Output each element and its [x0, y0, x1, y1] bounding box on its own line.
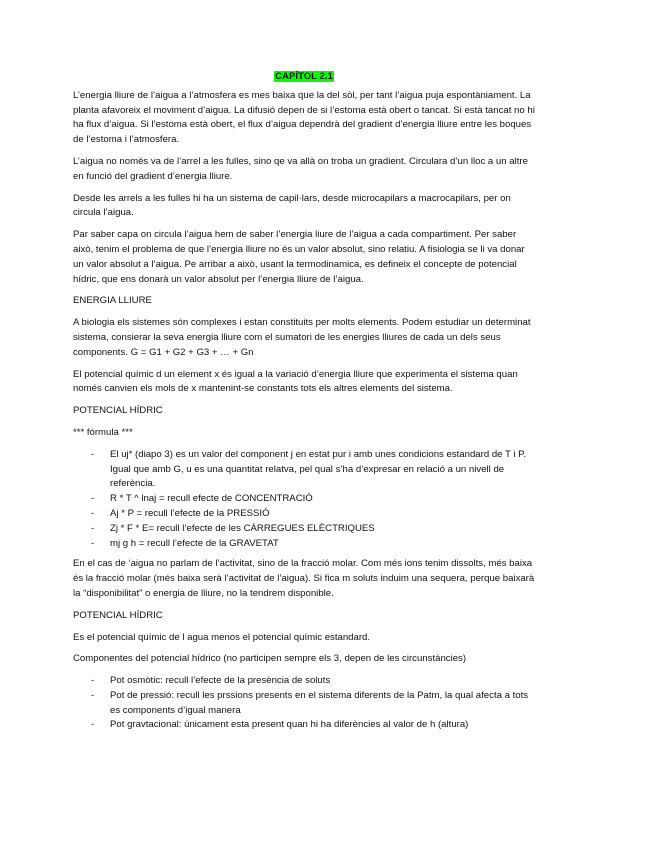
list-item-text: Zj * F * E= recull l’efecte de les CÀRREGUES ELÈCTRIQUES: [110, 522, 375, 534]
list-item: [73, 718, 535, 733]
list-item: [73, 537, 535, 552]
paragraph: L’aigua no només va de l’arrel a les fulles, sino qe va allà on troba un gradient. Circulara d’un lloc a un altre en funció del gradient d’energia lliure.: [73, 155, 528, 182]
bullet-dash: -: [91, 675, 95, 687]
paragraph: Componentes del potencial hídrico (no participen sempre els 3, depen de les circunstàncies): [73, 653, 467, 665]
list-item: [73, 674, 535, 689]
chapter-title: CAPÍTOL 2.1: [275, 71, 333, 82]
list-item-text: Pot osmòtic: recull l’efecte de la presència de soluts: [110, 675, 331, 687]
list-item-text: mj g h = recull l’efecte de la GRAVETAT: [110, 537, 279, 549]
list-item: [73, 507, 535, 522]
bullet-dash: -: [91, 507, 95, 519]
bullet-list: [73, 674, 535, 733]
paragraph: El potencial químic d un element x és igual a la variació d’energia lliure que experimenta el sistema quan només canvien els mols de x mantenint-se constants tots els altres elements del sistema.: [73, 368, 518, 395]
paragraph: Par saber capa on circula l’aigua hem de saber l’energia liure de l’aigua a cada compartiment. Per saber això, tenim el problema de que l’energia lliure no és un valor absolut, sino relatiu. A fisiologia se li va donar un valor absolut a l’aigua. Pe arribar a això, usant la termodinamica, es defineix el concepte de potencial hídric, que ens donarà un valor absolut per l’energia lliure de l’aigua.: [73, 229, 525, 285]
paragraph: L’energia lliure de l’aigua a l’atmosfera es mes baixa que la del sòl, per tant l’aigua puja espontàniament. La planta afavoreix el moviment d’aigua. La difusió depen de si l’estoma està obert o tancat. Si està tancat no hi ha flux d’aigua. Si l’estoma està obert, el flux d’aigua dependrà del gradient d’energia lliure entre les boques de l’estoma i l’atmosfera.: [73, 89, 535, 146]
section-heading-energia: ENERGIA LLIURE: [73, 295, 152, 307]
list-item: [73, 522, 535, 537]
section-heading-potencial: POTENCIAL HÍDRIC: [73, 405, 163, 417]
paragraph: Es el potencial químic de l agua menos el potencial químic estandard.: [73, 631, 371, 643]
bullet-dash: -: [91, 493, 95, 505]
list-item: [73, 689, 535, 719]
list-item: [73, 492, 535, 507]
list-item-text: R * T ^ lnaj = recull efecte de CONCENTRACIÓ: [110, 493, 313, 505]
bullet-dash: -: [91, 448, 95, 460]
bullet-dash: -: [91, 522, 95, 534]
bullet-dash: -: [91, 719, 95, 731]
section-heading-potencial-2: POTENCIAL HÍDRIC: [73, 609, 163, 621]
list-item-text: Pot de pressió: recull les prssions presents en el sistema diferents de la Patm, la qual afecta a tots es components d’igual manera: [110, 689, 529, 716]
bullet-dash: -: [91, 537, 95, 549]
paragraph: En el cas de ‘aigua no parlam de l’activitat, sino de la fracció molar. Com més ions tenim dissolts, més baixa és la fracció molar (més baixa serà l’activitat de l’aigua). Si fica m soluts induim una sequera, perque baixarà la “disponibilitat” o energia de lliure, no la tendrem disponible.: [73, 558, 535, 599]
paragraph: A biologia els sistemes són complexes i estan constituits per molts elements. Podem estudiar un determinat sistema, consierar la seva energia lliure com el sumatori de les energies lliures de cada un dels seus components. G = G1 + G2 + G3 + … + Gn: [73, 317, 531, 358]
document-page: [73, 70, 535, 739]
bullet-list: [73, 448, 535, 552]
list-item-text: Pot gravtacional: únicament esta present quan hi ha diferències al valor de h (altura): [110, 719, 469, 731]
paragraph: Desde les arrels a les fulles hi ha un sistema de capil·lars, desde microcapilars a macrocapilars, per on circula l’aigua.: [73, 192, 511, 219]
bullet-dash: -: [91, 689, 95, 701]
list-item-text: El uj* (diapo 3) es un valor del component j en estat pur i amb unes condicions estandard de T i P. Igual que amb G, u es una quantitat relatva, pel qual s’ha d’expresar en relació a un nivell de referència.: [110, 448, 526, 490]
title-container: [73, 70, 535, 85]
list-item: [73, 448, 535, 492]
list-item-text: Aj * P = recull l’efecte de la PRESSIÓ: [110, 507, 270, 519]
formula-note: *** fórmula ***: [73, 426, 133, 438]
